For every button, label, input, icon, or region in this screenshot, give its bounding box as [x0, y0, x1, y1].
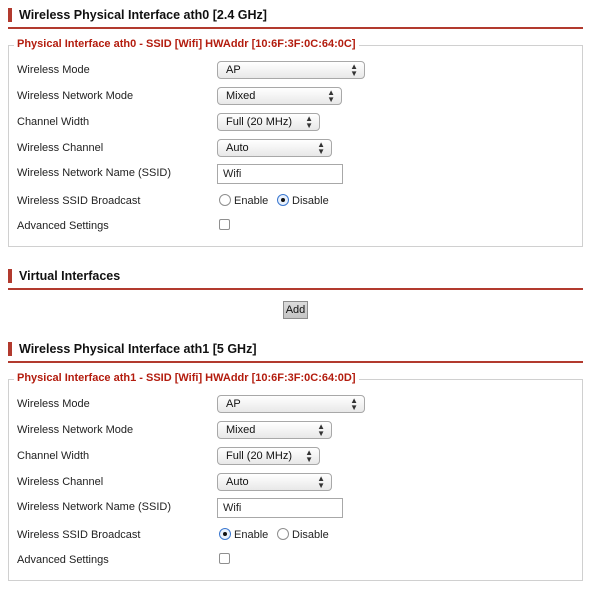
network-mode-select[interactable] [217, 421, 332, 439]
section-accent-bar [8, 8, 12, 22]
wireless-channel-select[interactable] [217, 473, 332, 491]
ssid-broadcast-label: Wireless SSID Broadcast [17, 529, 141, 541]
select-arrows-icon: ▲ ▼ [327, 88, 335, 104]
wireless-mode-label: Wireless Mode [17, 64, 90, 76]
channel-width-value: Full (20 MHz) [226, 450, 293, 462]
row-network-mode [9, 421, 582, 441]
section-header-virtual [8, 266, 583, 290]
section-header-ath1 [8, 339, 583, 363]
row-wireless-channel [9, 139, 582, 159]
advanced-settings-label: Advanced Settings [17, 220, 109, 232]
channel-width-select[interactable] [217, 113, 320, 131]
network-mode-value: Mixed [226, 90, 256, 102]
row-channel-width [9, 113, 582, 133]
wireless-channel-label: Wireless Channel [17, 476, 104, 488]
wireless-channel-label: Wireless Channel [17, 142, 104, 154]
section-title: Virtual Interfaces [19, 269, 121, 283]
broadcast-enable-radio[interactable] [219, 528, 231, 540]
add-virtual-interface-button[interactable]: Add [283, 301, 308, 319]
network-mode-select[interactable] [217, 87, 342, 105]
row-ssid [9, 164, 582, 184]
wireless-mode-select[interactable] [217, 395, 365, 413]
network-mode-value: Mixed [226, 424, 256, 436]
advanced-settings-label: Advanced Settings [17, 554, 109, 566]
wireless-mode-select[interactable] [217, 61, 365, 79]
ssid-label: Wireless Network Name (SSID) [17, 167, 172, 179]
section-title: Wireless Physical Interface ath0 [2.4 GHz] [19, 8, 267, 22]
fieldset-ath0 [8, 38, 583, 247]
row-ssid-broadcast [9, 192, 582, 212]
select-arrows-icon: ▲ ▼ [317, 422, 325, 438]
select-arrows-icon: ▲ ▼ [305, 448, 313, 464]
broadcast-enable-label[interactable]: Enable [234, 529, 269, 541]
wireless-mode-value: AP [226, 64, 241, 76]
select-arrows-icon: ▲ ▼ [317, 140, 325, 156]
fieldset-ath1 [8, 372, 583, 581]
section-accent-bar [8, 342, 12, 356]
network-mode-label: Wireless Network Mode [17, 90, 134, 102]
ssid-label: Wireless Network Name (SSID) [17, 501, 172, 513]
channel-width-label: Channel Width [17, 450, 90, 462]
broadcast-enable-radio[interactable] [219, 194, 231, 206]
section-accent-bar [8, 269, 12, 283]
channel-width-value: Full (20 MHz) [226, 116, 293, 128]
wireless-channel-value: Auto [226, 142, 249, 154]
select-arrows-icon: ▲ ▼ [305, 114, 313, 130]
wireless-mode-value: AP [226, 398, 241, 410]
row-wireless-channel [9, 473, 582, 493]
section-header-ath0 [8, 5, 583, 29]
advanced-settings-checkbox[interactable] [219, 219, 230, 230]
network-mode-label: Wireless Network Mode [17, 424, 134, 436]
channel-width-select[interactable] [217, 447, 320, 465]
row-wireless-mode [9, 61, 582, 81]
row-advanced-settings [9, 217, 582, 237]
row-wireless-mode [9, 395, 582, 415]
advanced-settings-checkbox[interactable] [219, 553, 230, 564]
broadcast-disable-radio[interactable] [277, 528, 289, 540]
fieldset-legend: Physical Interface ath0 - SSID [Wifi] HWAddr [10:6F:3F:0C:64:0C] [14, 38, 359, 50]
select-arrows-icon: ▲ ▼ [317, 474, 325, 490]
broadcast-enable-label[interactable]: Enable [234, 195, 269, 207]
select-arrows-icon: ▲ ▼ [350, 396, 358, 412]
wireless-channel-select[interactable] [217, 139, 332, 157]
row-ssid [9, 498, 582, 518]
wireless-mode-label: Wireless Mode [17, 398, 90, 410]
select-arrows-icon: ▲ ▼ [350, 62, 358, 78]
wireless-channel-value: Auto [226, 476, 249, 488]
broadcast-disable-label[interactable]: Disable [292, 529, 329, 541]
ssid-input[interactable]: Wifi [217, 498, 343, 518]
row-ssid-broadcast [9, 526, 582, 546]
ssid-input[interactable]: Wifi [217, 164, 343, 184]
ssid-broadcast-label: Wireless SSID Broadcast [17, 195, 141, 207]
section-title: Wireless Physical Interface ath1 [5 GHz] [19, 342, 257, 356]
row-network-mode [9, 87, 582, 107]
channel-width-label: Channel Width [17, 116, 90, 128]
broadcast-disable-radio[interactable] [277, 194, 289, 206]
row-channel-width [9, 447, 582, 467]
broadcast-disable-label[interactable]: Disable [292, 195, 329, 207]
row-advanced-settings [9, 551, 582, 571]
fieldset-legend: Physical Interface ath1 - SSID [Wifi] HWAddr [10:6F:3F:0C:64:0D] [14, 372, 359, 384]
